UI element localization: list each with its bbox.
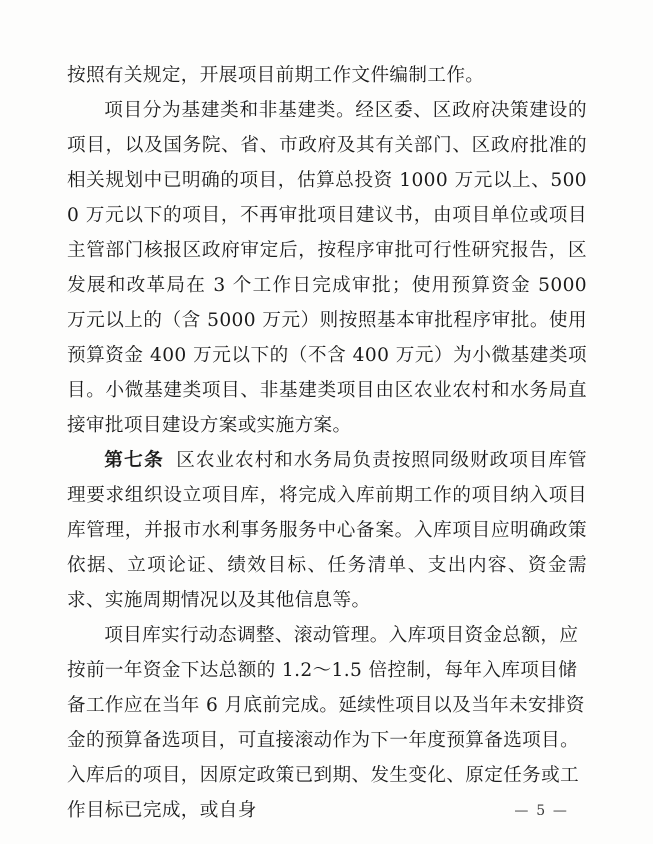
page-footer: [0, 800, 653, 819]
paragraph-4: 项目库实行动态调整、滚动管理。入库项目资金总额，应按前一年资金下达总额的 1.2～1.5 倍控制，每年入库项目储备工作应在当年 6 月底前完成。延续性项目以及当年未安排资金的预算备选项目，可直接滚动作为下一年度预算备选项目。入库后的项目，因原定政策已到期、发生变化、原定任务或工作目标已完成，或自身: [67, 625, 585, 821]
paragraph-1: 按照有关规定，开展项目前期工作文件编制工作。: [67, 65, 485, 86]
article-number-marker: 第七条: [104, 450, 165, 471]
paragraph-3-text: 区农业农村和水务局负责按照同级财政项目库管理要求组织设立项目库，将完成入库前期工作的项目纳入项目库管理，并报市水利事务服务中心备案。入库项目应明确政策依据、立项论证、绩效目标、任务清单、支出内容、资金需求、实施周期情况以及其他信息等。: [67, 450, 587, 611]
page-number: — 5 —: [514, 803, 569, 819]
document-text-body: [67, 58, 587, 828]
paragraph-2: 项目分为基建类和非基建类。经区委、区政府决策建设的项目，以及国务院、省、市政府及其有关部门、区政府批准的相关规划中已明确的项目，估算总投资 1000 万元以上、5000 万元以下的项目，不再审批项目建议书，由项目单位或项目主管部门核报区政府审定后，按程序审批可行性研究报告，区发展和改革局在 3 个工作日完成审批；使用预算资金 5000 万元以上的（含 5000 万元）则按照基本审批程序审批。使用预算资金 400 万元以下的（不含 400 万元）为小微基建类项目。小微基建类项目、非基建类项目由区农业农村和水务局直接审批项目建设方案或实施方案。: [67, 100, 587, 436]
paragraph-3-article-seven: [67, 443, 587, 618]
